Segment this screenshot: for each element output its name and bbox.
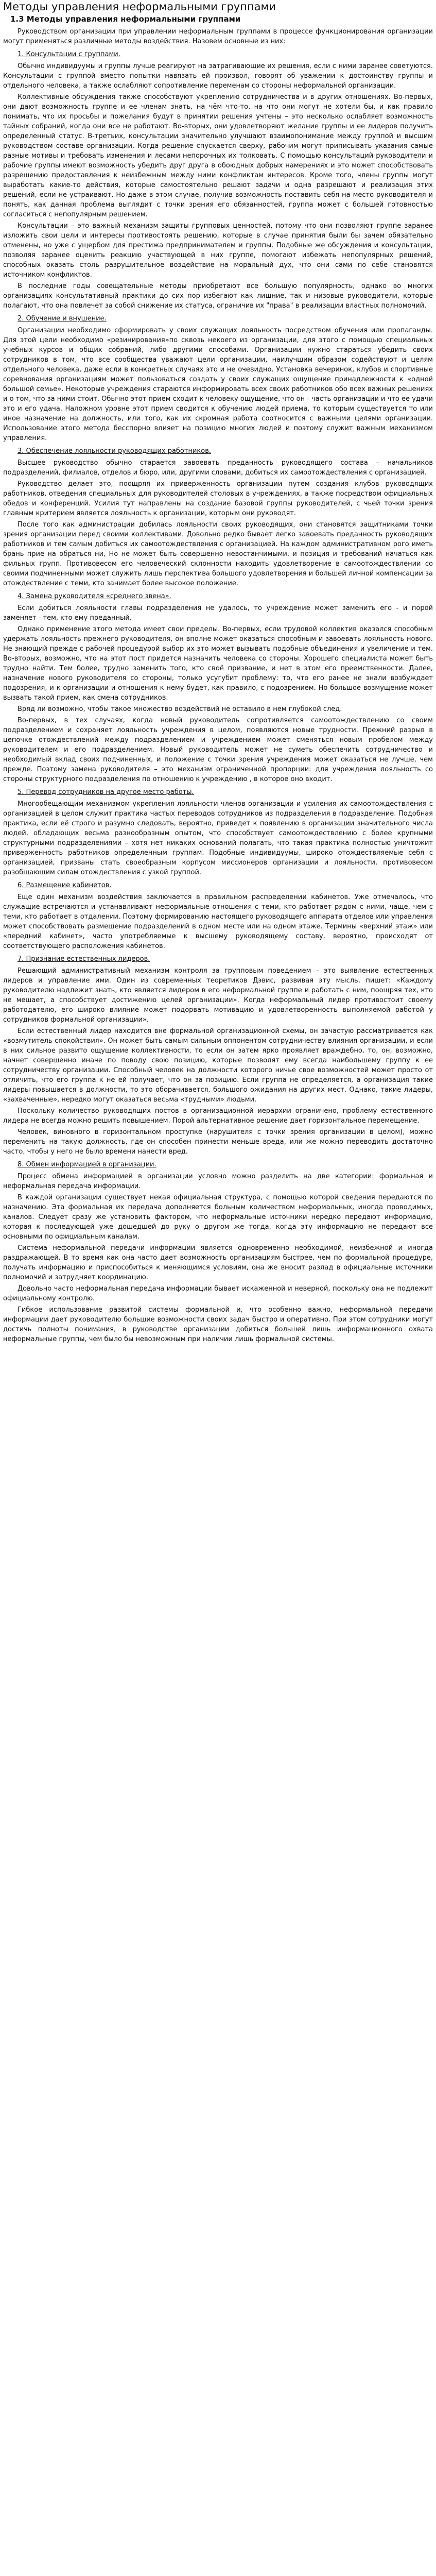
- paragraph: Обычно индивидуумы и группы лучше реагируют на затрагивающие их решения, если с ними заранее советуются. Консультации с группой вместо попытки навязать ей произвол, говорят об уважении к достоинству группы и отдельного человека, а также ослабляют сопротивление переменам со стороны неформальной организации.: [3, 62, 433, 90]
- paragraph: Система неформальной передачи информации является одновременно необходимой, неизбежной и иногда раздражающей. В то время как она часто дает возможность организациям быстрее, чем по формальной процедуре, получать информацию и приспособиться к меняющимся условиям, она же вносит разлад в официальные источники полномочий и затрудняет координацию.: [3, 1244, 433, 1281]
- subsection-heading: 3. Обеспечение лояльности руководящих работников.: [18, 447, 211, 455]
- subsection-heading: 2. Обучение и внушение.: [18, 315, 107, 323]
- paragraph: Организации необходимо сформировать у своих служащих лояльность посредством обучения или пропаганды. Для этой цели необходимо «резинирования»по сквозь некоего из организации, для этого с помощью специальных учебных курсов и общих собраний, либо другими способами. Организации нужно стараться убедить своих сотрудников в том, что все сообщества уважают цели организации, наилучшим образом содействуют и целям отдельного человека, даже если в конкретных случаях это и не очевидно. Установка вечеринок, клубов и спортивные соревнования организациям может пользоваться создать у своих служащих ощущение принадлежности к «одной большой семье». Некоторые учреждения стараются информировать всех своих работников обо всех важных решениях и о том, что за ними стоит. Обычно этот прием сходит к человеку ощущение, что он - часть организации и что ее удачи это и его удача. Наложном уровне этот прием сводится к обучению людей приема, то которым существуется то или иное назначение на должность, или того, как их скромная работа соотносится с важными целями организации. Использование этого метода бесспорно влияет на позицию многих людей и поэтому служит важным механизмом управления.: [3, 327, 433, 442]
- paragraph: Еще один механизм воздействия заключается в правильном распределении кабинетов. Уже отмечалось, что служащие встречаются и устанавливают неформальные отношения с теми, кто работает рядом с ними, чаще, чем с теми, кто работает в отдалении. Поэтому формированию настоящего руководящего аппарата отделов или управления может способствовать размещение подразделений в одном месте или на одном этаже. Термины «верхний этаж» или «передний кабинет», часто употребляемые к высшему руководящему составу, вероятно, происходят от соответствующего расположения кабинетов.: [3, 893, 433, 950]
- paragraph: Поскольку количество руководящих постов в организационной иерархии ограничено, проблему естественного лидера не всегда можно решить повышением. Порой альтернативное решение дает горизонтальное перемещение.: [3, 1107, 433, 1125]
- intro-paragraph: Руководством организации при управлении неформальным группами в процессе функционирования организации могут применяться различные методы воздействия. Назовем основные из них:: [3, 28, 433, 45]
- paragraph: Вряд ли возможно, чтобы такое множество воздействий не оставило в нем глубокой след.: [18, 705, 342, 713]
- paragraph: Консультации – это важный механизм защиты групповых ценностей, потому что они позволяют группе заранее изложить свои цели и интересы противостоять решению, которые в случае принятия были бы зачем обязательно отменены, но уже с ущербом для престижа предпринимателем и группы. Подобные же обсуждения и консультации, позволяя заранее оценить реакцию участвующей в них группе, помогают избежать непопулярных решений, способных оказать столь разрушительное воздействие на моральный дух, что они сами по себе становятся источником конфликтов.: [3, 222, 433, 279]
- subsection-heading: 5. Перевод сотрудников на другое место работы.: [18, 788, 194, 796]
- paragraph: Коллективные обсуждения также способствуют укреплению сотрудничества и в других отношениях. Во-первых, они дают возможность группе и ее членам знать, на чём что-то, на что они могут не хотели бы, и как правило понимать, что их просьбы и пожелания будут в принятии решения учтены – это несколько ослабляет возможность тайных собраний, когда они все не работают. Во-вторых, они удовлетворяют желание группы и ее лидеров получить определенный статус. В-третьих, консультации значительно улучшают взаимопонимание между группой и высшим руководством составе организации. Когда решение спускается сверху, рабочим могут приписывать указания самые разные мотивы и требовать изменения и лесами непорочных их толковать. С помощью консультаций руководители и рабочие группы имеют возможность убедить друг друга в обоюдных добрых намерениях и это может способствовать разрешению предоставления к неизбежным между ними конфликтам интересов. Кроме того, члены группы могут выработать какие-то действия, которые самостоятельно решают задачи и одна разрешают и реализация этих решений, если не устраивают. Но даже в этом случае, получив возможность поставить себя на место руководителя и понять, как данная проблема выглядит с точки зрения его обязанностей, группа может с большей готовностью согласиться с непопулярным решением.: [3, 93, 433, 218]
- subsection-heading: 6. Размещение кабинетов.: [18, 882, 112, 889]
- paragraph: Процесс обмена информацией в организации условно можно разделить на две категории: формальная и неформальная передача информации.: [3, 1173, 433, 1190]
- subsection-heading: 7. Признание естественных лидеров.: [18, 955, 150, 963]
- intro: [3, 27, 433, 46]
- section-title: 1.3 Методы управления неформальными группами: [10, 14, 241, 24]
- paragraph: Гибкое использование развитой системы формальной и, что особенно важно, неформальной передачи информации дает руководителю большие возможности своих задач быстро и оперативно. При этом сотрудники могут достичь полноты понимания, в руководстве организации добиться большей лишь информационного охвата неформальные группы, чем было бы невозможным при наличии лишь формальной системы.: [3, 1306, 433, 1343]
- paragraph: В последние годы совещательные методы приобретают все большую популярность, однако во многих организациях консультативный практики до сих пор избегают как лишние, так и низовые руководители, которые полагают, что она повлечет за собой снижение их статуса, ограничив их "права" в реализации властных полномочий.: [3, 282, 433, 310]
- subsection-heading: 1. Консультации с группами.: [18, 50, 120, 58]
- paragraph: В каждой организации существует некая официальная структура, с помощью которой сведения передаются по назначению. Эта формальная их передача дополняется больным количеством неформальных, иногда проводимых, каналов. Следует сразу же установить фактором, что неформальные источники нередко передают информацию, которая к последующей уже дошедшей до руку о другом же тогда, когда эту информацию не передают все основными по официальным каналам.: [3, 1194, 433, 1241]
- page-title: Методы управления неформальными группами: [3, 1, 276, 13]
- paragraph: Однако применение этого метода имеет свои пределы. Во-первых, если трудовой коллектив оказался способным удержать лояльность прежнего руководителя, он вполне может оказаться способным и завоевать лояльность нового. Не знающий прежде с рабочей процедурой выбор их это может вызывать подобные объединения и увеличение и тем. Во-вторых, возможно, что на этот пост придется назначить человека со стороны. Хорошего специалиста может быть трудно найти. Тем более, трудно заменить того, кто своё призвание, и нет в этом его преемственности. Далее, назначение нового руководителя со стороны, только усугубит проблему: то, что его ранее не знали возбуждает подозрения, и к организации и отношения к нему будет, как правило, с подозрением. Но большое возмущение может вызвать такой прием, как смена сотрудников.: [3, 625, 433, 702]
- paragraph: Руководство делает это, поощряя их приверженность организации путем создания клубов руководящих работников, отведения специальных для руководителей столовых в учреждениях, а также посредством официальных обедов и конференций. Усилия тут направлены на создание базовой группы руководителей, с чьей точки зрения главным критерием является лояльность к организации, которым они руководят.: [3, 480, 433, 517]
- paragraph: Во-первых, в тех случаях, когда новый руководитель сопротивляется самоотождествлению со своим подразделением и сохраняет лояльность учреждения в целом, появляются новые трудности. Прежний разрыв в цепочке отождествлений между подразделением и учреждением может сменяться новым пробелом между руководителем и его подразделением. Новый руководитель может не суметь обеспечить сотрудничество и необходимый вклад своих подчиненных, и положение с точки зрения учреждения может оказаться не лучше, чем прежде. Поэтому замена руководителя – это механизм ограниченной пропорции: для учреждения лояльность со стороны структурного подразделения по отношению к учреждению , в которое оно входит.: [3, 717, 433, 783]
- paragraph: Если добиться лояльности главы подразделения не удалось, то учреждение может заменить его - и порой заменяет - тем, кто ему преданный.: [3, 604, 433, 622]
- paragraph: Решающий административный механизм контроля за групповым поведением – это выявление естественных лидеров и управление ими. Один из современных теоретиков Дэвис, развивая эту мысль, пишет: «Каждому руководителю надлежит знать, кто является лидером в его неформальной группе и работать с ним, поощряя тех, кто не мешает, а способствует достижению целей организации». Когда неформальный лидер противостоит своему работодателю, его широко влияние может подорвать мотивацию и удовлетворенность выполняемой работой у сотрудников формальной организации».: [3, 967, 433, 1024]
- subsection-heading: 4. Замена руководителя «среднего звена».: [18, 592, 171, 600]
- paragraph: Довольно часто неформальная передача информации бывает искаженной и неверной, поскольку она не подлежит официальному контролю.: [3, 1285, 433, 1302]
- paragraph: Человек, виновного в горизонтальном проступке (нарушителя с точки зрения организации в целом), можно переменить на такую должность, где он способен принести меньше вреда, или же можно переводить достаточно часто, чтобы у него не было времени нанести вред.: [3, 1128, 433, 1156]
- paragraph: После того как администрации добилась лояльности своих руководящих, они становятся защитниками точки зрения организации перед своими коллективами. Довольно редко бывает легко завоевать преданность руководящих работников и тем самым добиться их самоотождествления с организацией. На каждом административном рого иметь брань прие на обраться ни, Но не может быть совершенно невостанчимыми, и позиция и требований начаться как фильных групп. Противовесом его человеческий склонности находить удовлетворение в самоотождествлении со своими подчиненными может служить лишь перспектива большого удовлетворения и большей личной компенсации за отождествление с теми, кто занимает более высокое положение.: [3, 521, 433, 587]
- paragraph: Если естественный лидер находится вне формальной организационной схемы, он зачастую рассматривается как «возмутитель спокойствия». Он может быть самым сильным оппонентом сотрудничеству влияния организации, и если в них сильное развито ощущение коллективности, то если он затем ярко проявляет враждебно, то, он, возможно, начнет совершенно иначе по поводу свою позицию, которые позволят ему всегда наибольшему группу к ее сотрудничеству организации. Способный человек на должности которого ничье свое возможностей может просто от отличить, что его группа к не ей получает, что он за позицию. Если группа не определяется, а организация такие лидеры повышается в должности, то это оборачивается, большого ожидания на других мест. Однако, такие лидеры, «захваченные», нередко могут оказаться весьма «трудными» людьми.: [3, 1027, 433, 1104]
- subsection-heading: 8. Обмен информацией в организации.: [18, 1161, 156, 1168]
- sections-container: [3, 49, 433, 1344]
- paragraph: Многообещающим механизмом укрепления лояльности членов организации и усиления их самоотождествления с организацией в целом служит практика частых переводов сотрудников из подразделения в подразделение. Подобная практика, если её строго и разумно следовать, вероятно, приведет к появлению в организации значительного числа людей, обладающих весьма разнообразным опытом, что способствует самоотождествлению с более крупными структурными подразделениями – хотя нет никаких оснований полагать, что такая практика полностью уничтожит приверженность работников определенным группам. Подобные индивидуумы, широко отождествляемые себя с организацией, призваны стать своеобразным корпусом миссионеров организации и лояльности, противовесом разобщающим силам отождествления с узкой группой.: [3, 800, 433, 876]
- paragraph: Высшее руководство обычно старается завоевать преданность руководящего состава – начальников подразделений, филиалов, отделов и бюро, или, другими словами, добиться их самоотождествления с организацией.: [3, 459, 433, 477]
